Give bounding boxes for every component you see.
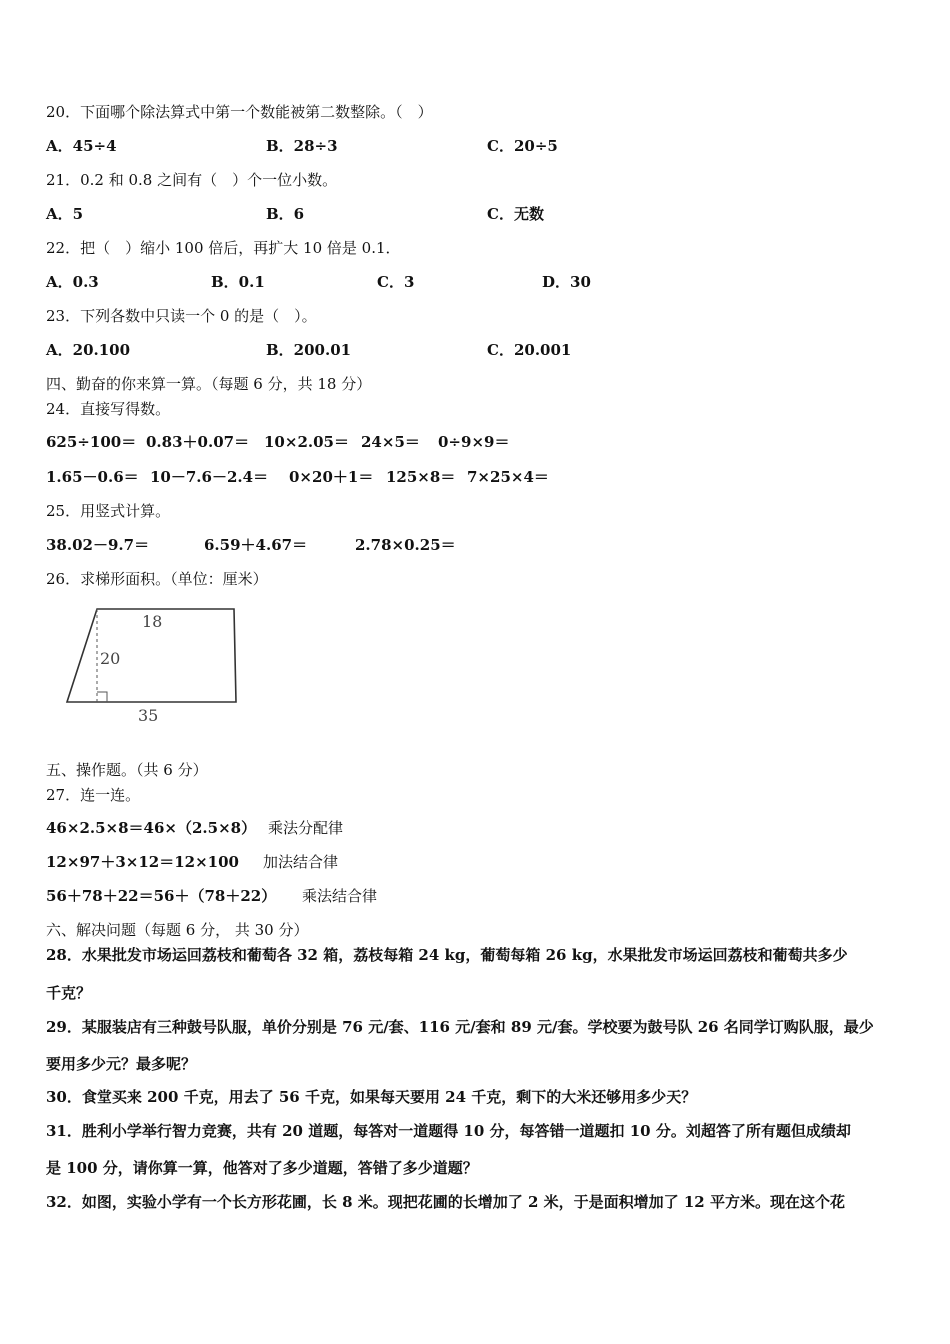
q21-option-b: B．6 — [266, 205, 305, 223]
question-31-line2: 是 100 分，请你算一算，他答对了多少道题，答错了多少道题？ — [46, 1159, 478, 1177]
question-24-stem: 24．直接写得数。 — [46, 400, 171, 418]
bottom-label: 35 — [138, 706, 159, 725]
q27-right-item: 加法结合律 — [263, 853, 339, 871]
question-29-line2: 要用多少元？最多呢？ — [46, 1055, 197, 1073]
q24-item: 10－7.6－2.4＝ — [150, 468, 269, 486]
question-28-line1: 28．水果批发市场运回荔枝和葡萄各 32 箱，荔枝每箱 24 kg，葡萄每箱 26 kg，水果批发市场运回荔枝和葡萄共多少 — [46, 946, 848, 964]
question-21-stem: 21．0.2 和 0.8 之间有（ ）个一位小数。 — [46, 171, 338, 189]
question-32-line1: 32．如图，实验小学有一个长方形花圃，长 8 米。现把花圃的长增加了 2 米，于是面积增加了 12 平方米。现在这个花 — [46, 1193, 845, 1211]
question-29-line1: 29．某服装店有三种鼓号队服，单价分别是 76 元/套、116 元/套和 89 元/套。学校要为鼓号队 26 名同学订购队服，最少 — [46, 1018, 874, 1036]
q25-item: 6.59＋4.67＝ — [204, 536, 308, 554]
question-27-stem: 27．连一连。 — [46, 786, 141, 804]
q27-left-item: 46×2.5×8＝46×（2.5×8） — [46, 819, 257, 837]
q25-item: 2.78×0.25＝ — [355, 536, 456, 554]
section-4-title: 四、勤奋的你来算一算。（每题 6 分，共 18 分） — [46, 375, 372, 393]
q24-item: 24×5＝ — [361, 433, 420, 451]
q21-option-c: C．无数 — [487, 205, 544, 223]
right-angle-mark — [97, 692, 107, 702]
question-31-line1: 31．胜利小学举行智力竞赛，共有 20 道题，每答对一道题得 10 分，每答错一道题扣 10 分。刘超答了所有题但成绩却 — [46, 1122, 851, 1140]
q24-item: 0.83＋0.07＝ — [146, 433, 250, 451]
question-22-stem: 22．把（ ）缩小 100 倍后，再扩大 10 倍是 0.1． — [46, 239, 401, 257]
q22-option-b: B．0.1 — [211, 273, 265, 291]
q27-left-item: 12×97＋3×12＝12×100 — [46, 853, 239, 871]
q24-item: 0÷9×9＝ — [438, 433, 510, 451]
q23-option-c: C．20.001 — [487, 341, 572, 359]
q24-item: 125×8＝ — [386, 468, 456, 486]
q23-option-a: A．20.100 — [46, 341, 131, 359]
q22-option-c: C．3 — [377, 273, 415, 291]
trapezoid-figure — [60, 600, 245, 728]
q23-option-b: B．200.01 — [266, 341, 352, 359]
question-23-stem: 23．下列各数中只读一个 0 的是（ ）。 — [46, 307, 317, 325]
q24-item: 625÷100＝ — [46, 433, 137, 451]
q24-item: 10×2.05＝ — [264, 433, 349, 451]
q20-option-c: C．20÷5 — [487, 137, 558, 155]
q25-item: 38.02－9.7＝ — [46, 536, 150, 554]
question-30-line1: 30．食堂买来 200 千克，用去了 56 千克，如果每天要用 24 千克，剩下的大米还够用多少天？ — [46, 1088, 697, 1106]
question-25-stem: 25．用竖式计算。 — [46, 502, 171, 520]
question-28-line2: 千克？ — [46, 984, 92, 1002]
q27-right-item: 乘法结合律 — [302, 887, 378, 905]
q22-option-d: D．30 — [542, 273, 591, 291]
section-6-title: 六、解决问题（每题 6 分， 共 30 分） — [46, 921, 309, 939]
q24-item: 7×25×4＝ — [467, 468, 549, 486]
top-label: 18 — [142, 612, 163, 631]
q22-option-a: A．0.3 — [46, 273, 99, 291]
question-20-stem: 20．下面哪个除法算式中第一个数能被第二数整除。（ ） — [46, 103, 433, 121]
section-5-title: 五、操作题。（共 6 分） — [46, 761, 208, 779]
height-label: 20 — [100, 649, 121, 668]
q20-option-b: B．28÷3 — [266, 137, 338, 155]
q21-option-a: A．5 — [46, 205, 84, 223]
q20-option-a: A．45÷4 — [46, 137, 117, 155]
q27-right-item: 乘法分配律 — [268, 819, 344, 837]
q24-item: 0×20＋1＝ — [289, 468, 374, 486]
q27-left-item: 56＋78＋22＝56＋（78＋22） — [46, 887, 277, 905]
question-26-stem: 26．求梯形面积。（单位：厘米） — [46, 570, 268, 588]
q24-item: 1.65－0.6＝ — [46, 468, 139, 486]
